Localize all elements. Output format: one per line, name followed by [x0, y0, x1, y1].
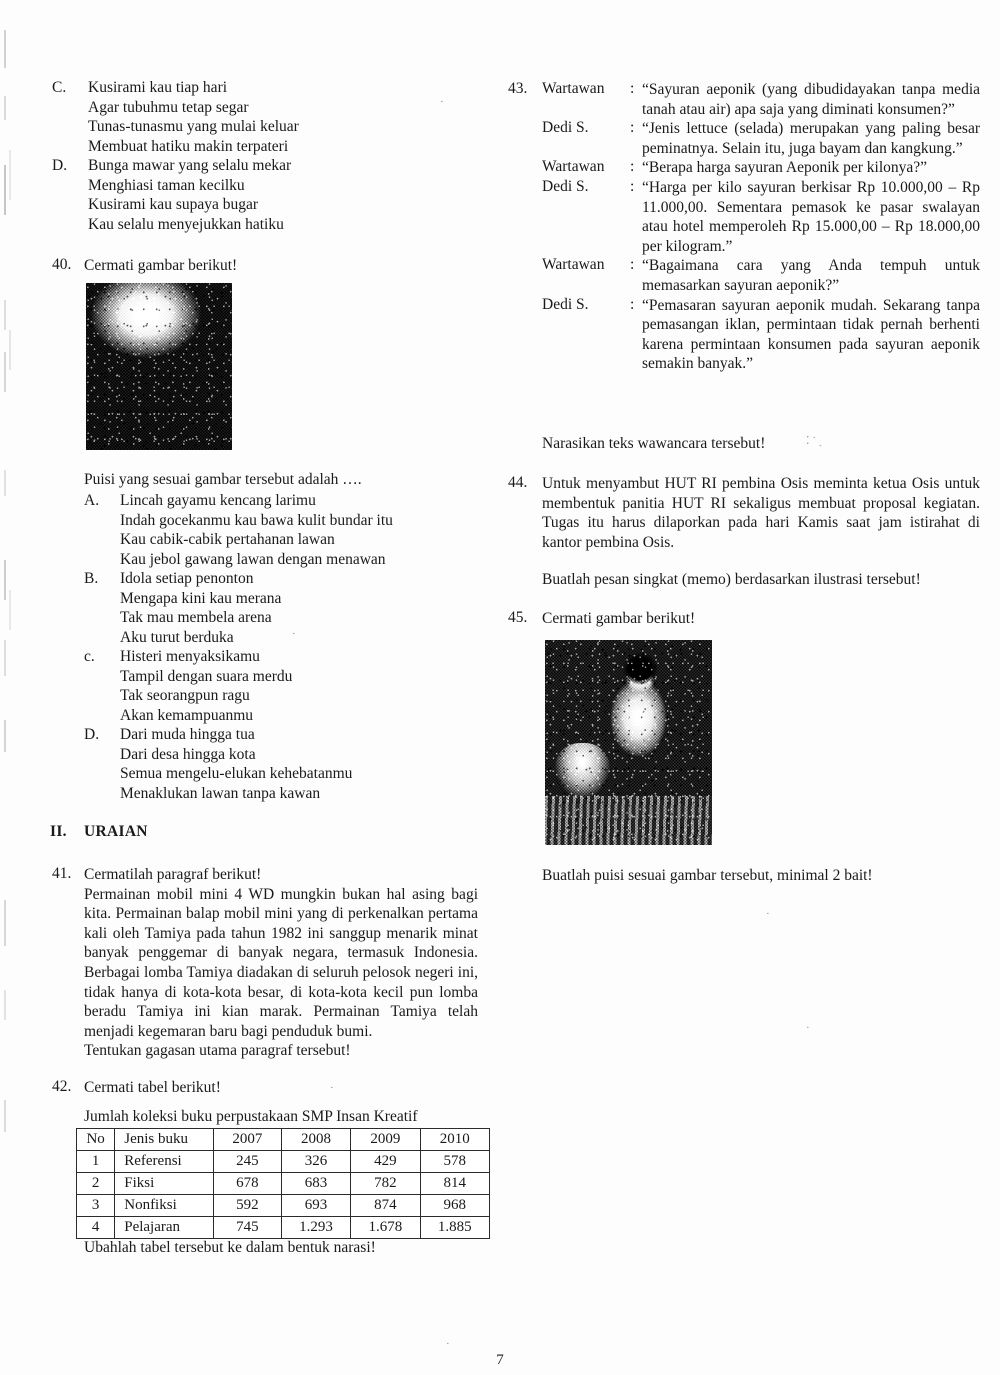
option-letter: B. [84, 570, 99, 587]
table-cell: Referensi [115, 1151, 214, 1173]
option-line: Tak mau membela arena [120, 609, 272, 627]
dialogue-speaker: Dedi S. [542, 177, 589, 195]
table-cell: 782 [351, 1173, 420, 1195]
option-line: Histeri menyaksikamu [120, 648, 260, 665]
question-instruction: Tentukan gagasan utama paragraf tersebut! [84, 1042, 351, 1060]
question-prompt: Cermatilah paragraf berikut! [84, 866, 262, 883]
table-cell: 683 [281, 1173, 350, 1195]
table-header-cell: Jenis buku [115, 1129, 214, 1151]
dialogue-text: “Pemasaran sayuran aeponik mudah. Sekarang tanpa pemasangan iklan, permintaan tidak pernah berhenti karena permintaan konsumen pada sayuran aeponik semakin banyak.” [642, 296, 980, 373]
question-number: 44. [508, 474, 528, 491]
table-header-cell: 2010 [420, 1129, 489, 1151]
option-line: Kau cabik-cabik pertahanan lawan [120, 531, 335, 549]
option-line: Menaklukan lawan tanpa kawan [120, 784, 321, 802]
dialogue-text: “Harga per kilo sayuran berkisar Rp 10.000,00 – Rp 11.000,00. Sementara pemasok ke pasar swalayan atau hotel memperoleh Rp 15.000,00 – Rp 18.000,00 per kilogram.” [642, 178, 980, 255]
dialogue-turn [542, 80, 980, 119]
option-line: Kusirami kau supaya bugar [88, 196, 259, 214]
scan-speck: · [806, 1022, 810, 1034]
scan-speck: ⁚ ˙ ˎ [806, 435, 823, 447]
section-numeral: II. [50, 823, 67, 840]
question-43-dialogue [542, 80, 980, 374]
option-letter: c. [84, 648, 95, 665]
dialogue-speaker: Wartawan [542, 158, 605, 176]
table-header-cell: 2008 [281, 1129, 350, 1151]
scan-speck: · [440, 96, 444, 108]
scan-speck: · [766, 908, 770, 920]
option-line: Mengapa kini kau merana [120, 589, 282, 607]
table-cell: 745 [213, 1217, 281, 1239]
table-cell: Nonfiksi [115, 1195, 214, 1217]
option-letter: C. [52, 79, 67, 96]
dialogue-text: “Sayuran aeponik (yang dibudidayakan tanpa media tanah atau air) apa saja yang diminati konsumen?” [642, 81, 980, 118]
scan-speck: · [292, 628, 296, 640]
option-line: Menghiasi taman kecilku [88, 176, 245, 194]
table-cell: 1.885 [420, 1217, 489, 1239]
table-cell: 245 [213, 1151, 281, 1173]
q40-option-c [84, 647, 484, 725]
q42-instruction: Ubahlah tabel tersebut ke dalam bentuk narasi! [84, 1239, 376, 1256]
dialogue-turn [542, 119, 980, 158]
q40-option-a [84, 491, 484, 569]
q40-option-b [84, 569, 484, 647]
question-prompt: Cermati gambar berikut! [84, 257, 238, 274]
scan-binding-artifact-secondary [9, 0, 11, 1375]
table-cell: 1 [77, 1151, 115, 1173]
dialogue-colon: : [630, 119, 635, 137]
table-cell: 4 [77, 1217, 115, 1239]
option-letter: D. [52, 157, 68, 174]
question-paragraph: Permainan mobil mini 4 WD mungkin bukan hal asing bagi kita. Permainan balap mobil mini yang di perkenalkan pertama kali oleh Tamiya pada tahun 1982 ini sanggup menarik minat banyak penggemar di banyak negara, termasuk Indonesia. Berbagai lomba Tamiya diadakan di seluruh pelosok negeri ini, tidak hanya di kota-kota besar, di kota-kota kecil pun lomba beradu Tamiya ini kian marak. Permainan Tamiya telah menjadi kegemaran baru bagi penduduk bumi. [84, 885, 478, 1040]
page-number: 7 [496, 1352, 504, 1368]
dialogue-colon: : [630, 80, 635, 97]
table-cell: 3 [77, 1195, 115, 1217]
photo-shouting-boy [86, 283, 232, 450]
question-number: 42. [52, 1078, 72, 1095]
table-header-row [77, 1129, 490, 1151]
question-text: Puisi yang sesuai gambar tersebut adalah …. [84, 471, 362, 488]
table-cell: 1.678 [351, 1217, 420, 1239]
option-line: Tampil dengan suara merdu [120, 667, 293, 685]
option-line: Dari desa hingga kota [120, 745, 256, 763]
dialogue-text: “Jenis lettuce (selada) merupakan yang paling besar peminatnya. Selain itu, juga bayam dan kangkung.” [642, 120, 980, 157]
option-line: Kau selalu menyejukkan hatiku [88, 215, 284, 233]
q43-instruction: Narasikan teks wawancara tersebut! [542, 435, 766, 452]
dialogue-colon: : [630, 256, 635, 274]
table-header-cell: 2009 [351, 1129, 420, 1151]
option-line: Dari muda hingga tua [120, 726, 255, 743]
dialogue-colon: : [630, 158, 635, 176]
option-line: Agar tubuhmu tetap segar [88, 98, 249, 116]
table-cell: Pelajaran [115, 1217, 214, 1239]
table-cell: 326 [281, 1151, 350, 1173]
scan-binding-artifact [0, 0, 16, 1375]
scan-speck: · [446, 1338, 450, 1350]
photo-woman-carrying-pole [545, 640, 712, 845]
dialogue-colon: : [630, 177, 635, 195]
option-letter: D. [84, 726, 100, 743]
table-cell: 1.293 [281, 1217, 350, 1239]
option-line: Kusirami kau tiap hari [88, 79, 228, 96]
q44-instruction: Buatlah pesan singkat (memo) berdasarkan ilustrasi tersebut! [542, 571, 921, 588]
option-letter: A. [84, 492, 100, 509]
q40-option-d [84, 725, 484, 803]
table-row [77, 1151, 490, 1173]
dialogue-turn [542, 158, 980, 178]
table-cell: 874 [351, 1195, 420, 1217]
dialogue-turn [542, 296, 980, 374]
option-line: Akan kemampuanmu [120, 706, 254, 724]
book-collection-table [76, 1128, 490, 1239]
option-line: Aku turut berduka [120, 628, 234, 646]
q45-prompt: Cermati gambar berikut! [542, 610, 696, 627]
table-title: Jumlah koleksi buku perpustakaan SMP Insan Kreatif [84, 1108, 418, 1125]
table-cell: 2 [77, 1173, 115, 1195]
dialogue-turn [542, 178, 980, 256]
table-cell: 678 [213, 1173, 281, 1195]
q39-option-d [52, 156, 482, 234]
table-row [77, 1195, 490, 1217]
dialogue-speaker: Dedi S. [542, 119, 589, 137]
table-header-cell: 2007 [213, 1129, 281, 1151]
option-line: Semua mengelu-elukan kehebatanmu [120, 765, 353, 783]
table-cell: 968 [420, 1195, 489, 1217]
option-line: Membuat hatiku makin terpateri [88, 137, 289, 155]
question-number: 45. [508, 609, 528, 626]
table-row [77, 1173, 490, 1195]
question-number: 40. [52, 256, 72, 273]
table-cell: 592 [213, 1195, 281, 1217]
dialogue-colon: : [630, 295, 635, 313]
option-line: Idola setiap penonton [120, 570, 254, 587]
option-line: Tunas-tunasmu yang mulai keluar [88, 118, 299, 136]
option-line: Bunga mawar yang selalu mekar [88, 157, 292, 174]
dialogue-speaker: Wartawan [542, 256, 605, 274]
table-cell: Fiksi [115, 1173, 214, 1195]
q40-question-text [84, 470, 484, 490]
table-cell: 693 [281, 1195, 350, 1217]
q39-option-c [52, 78, 482, 156]
table-header-cell: No [77, 1129, 115, 1151]
option-line: Kau jebol gawang lawan dengan menawan [120, 550, 386, 568]
table-cell: 578 [420, 1151, 489, 1173]
question-number: 41. [52, 865, 72, 882]
option-line: Lincah gayamu kencang larimu [120, 492, 316, 509]
q44-paragraph: Untuk menyambut HUT RI pembina Osis meminta ketua Osis untuk membentuk panitia HUT RI sekaligus membuat proposal kegiatan. Tugas itu harus dilaporkan pada hari Kamis saat jam istirahat di kantor pembina Osis. [542, 475, 980, 551]
dialogue-speaker: Wartawan [542, 80, 605, 97]
option-line: Indah gocekanmu kau bawa kulit bundar itu [120, 511, 393, 529]
section-title: URAIAN [84, 823, 148, 840]
question-prompt: Cermati tabel berikut! [84, 1079, 221, 1096]
table-cell: 814 [420, 1173, 489, 1195]
scan-speck: · [330, 1082, 334, 1094]
table-row [77, 1217, 490, 1239]
option-line: Tak seorangpun ragu [120, 687, 250, 705]
dialogue-text: “Bagaimana cara yang Anda tempuh untuk memasarkan sayuran aeponik?” [642, 257, 980, 294]
q45-instruction: Buatlah puisi sesuai gambar tersebut, minimal 2 bait! [542, 867, 873, 884]
dialogue-text: “Berapa harga sayuran Aeponik per kilonya?” [642, 159, 928, 177]
dialogue-turn [542, 256, 980, 295]
dialogue-speaker: Dedi S. [542, 295, 589, 313]
question-number: 43. [508, 80, 528, 97]
table-cell: 429 [351, 1151, 420, 1173]
